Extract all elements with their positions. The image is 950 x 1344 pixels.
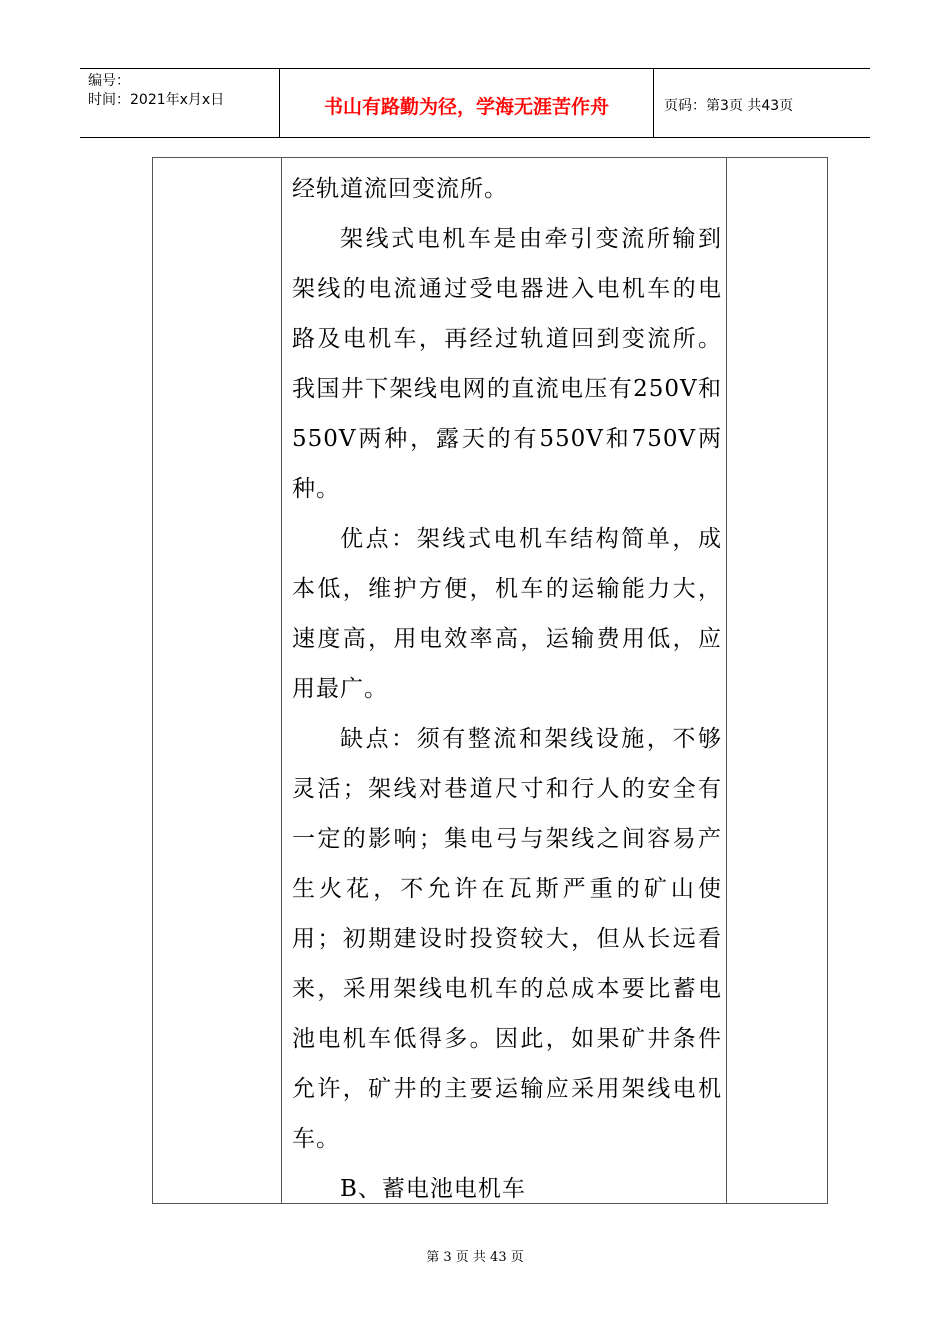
paragraph-disadvantages: 缺点：须有整流和架线设施，不够灵活；架线对巷道尺寸和行人的安全有一定的影响；集电弓与架线之间容易产生火花，不允许在瓦斯严重的矿山使用；初期建设时投资较大，但从长远看来，采用架线电机车的总成本要比蓄电池电机车低得多。因此，如果矿井条件允许，矿井的主要运输应采用架线电机车。 <box>292 726 722 1152</box>
page-footer: 第 3 页 共 43 页 <box>426 1250 524 1265</box>
paragraph-advantages: 优点：架线式电机车结构简单，成本低，维护方便，机车的运输能力大，速度高，用电效率高，运输费用低，应用最广。 <box>292 526 722 702</box>
page-header <box>80 68 870 138</box>
header-motto: 书山有路勤为径，学海无涯苦作舟 <box>280 69 654 137</box>
paragraph-1: 经轨道流回变流所。 <box>292 176 508 202</box>
content-table <box>152 157 828 1204</box>
section-heading-b: B、蓄电池电机车 <box>340 1176 526 1202</box>
header-meta-cell <box>80 69 280 137</box>
header-page-info: 页码：第3页 共43页 <box>664 98 794 114</box>
table-divider-left <box>281 158 282 1203</box>
number-label: 编号： <box>88 73 130 89</box>
time-label: 时间：2021年x月x日 <box>88 92 225 108</box>
content-cell <box>292 164 722 1214</box>
paragraph-2: 架线式电机车是由牵引变流所输到架线的电流通过受电器进入电机车的电路及电机车，再经过轨道回到变流所。我国井下架线电网的直流电压有250V和550V两种，露天的有550V和750V两种。 <box>292 226 722 502</box>
table-divider-right <box>726 158 727 1203</box>
